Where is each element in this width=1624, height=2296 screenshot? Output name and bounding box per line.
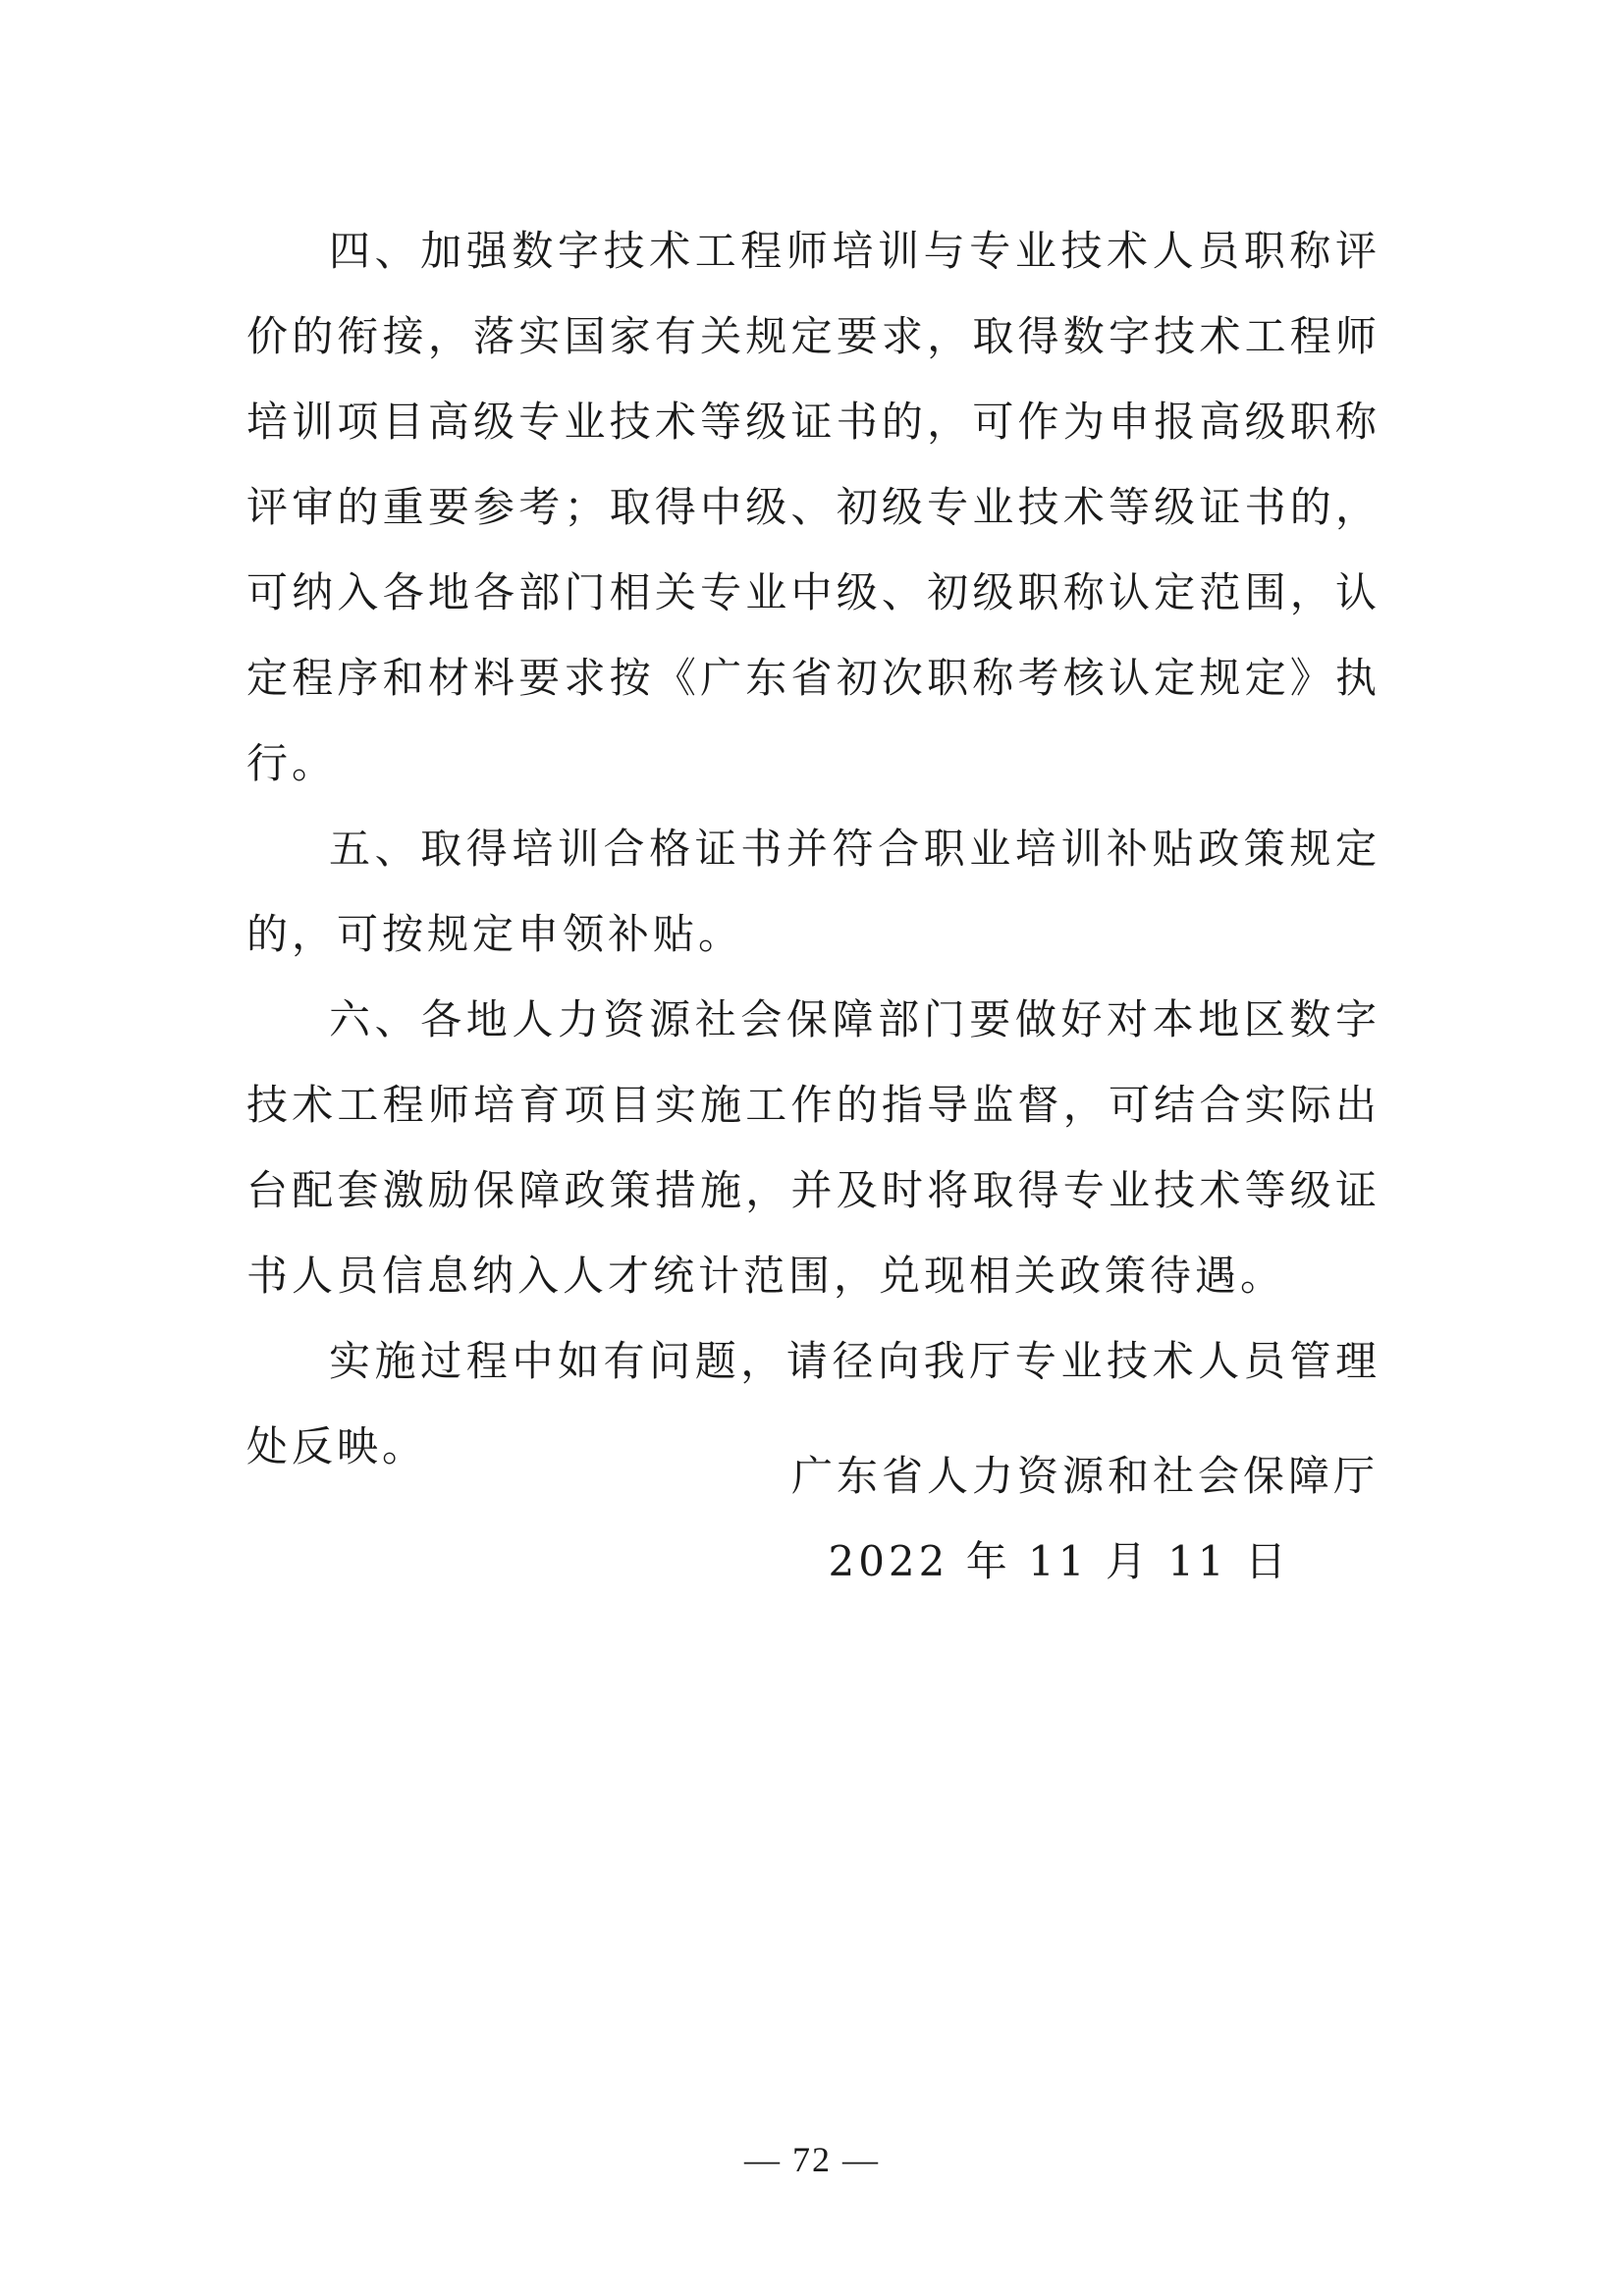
signature-organization: 广东省人力资源和社会保障厅 xyxy=(790,1452,1379,1500)
paragraph-five: 五、取得培训合格证书并符合职业培训补贴政策规定的，可按规定申领补贴。 xyxy=(246,825,1380,958)
signature-block xyxy=(791,1433,1379,1604)
document-body xyxy=(246,208,1380,1489)
signature-date: 2022 年 11 月 11 日 xyxy=(828,1537,1290,1585)
paragraph-six: 六、各地人力资源社会保障部门要做好对本地区数字技术工程师培育项目实施工作的指导监督，可结合实际出台配套激励保障政策措施，并及时将取得专业技术等级证书人员信息纳入人才统计范围，兑现相关政策待遇。 xyxy=(246,995,1380,1300)
page-number: — 72 — xyxy=(744,2140,880,2179)
paragraph-four: 四、加强数字技术工程师培训与专业技术人员职称评价的衔接，落实国家有关规定要求，取得数字技术工程师培训项目高级专业技术等级证书的，可作为申报高级职称评审的重要参考；取得中级、初级专业技术等级证书的，可纳入各地各部门相关专业中级、初级职称认定范围，认定程序和材料要求按《广东省初次职称考核认定规定》执行。 xyxy=(246,227,1380,787)
paragraph-closing: 实施过程中如有问题，请径向我厅专业技术人员管理处反映。 xyxy=(246,1337,1380,1470)
